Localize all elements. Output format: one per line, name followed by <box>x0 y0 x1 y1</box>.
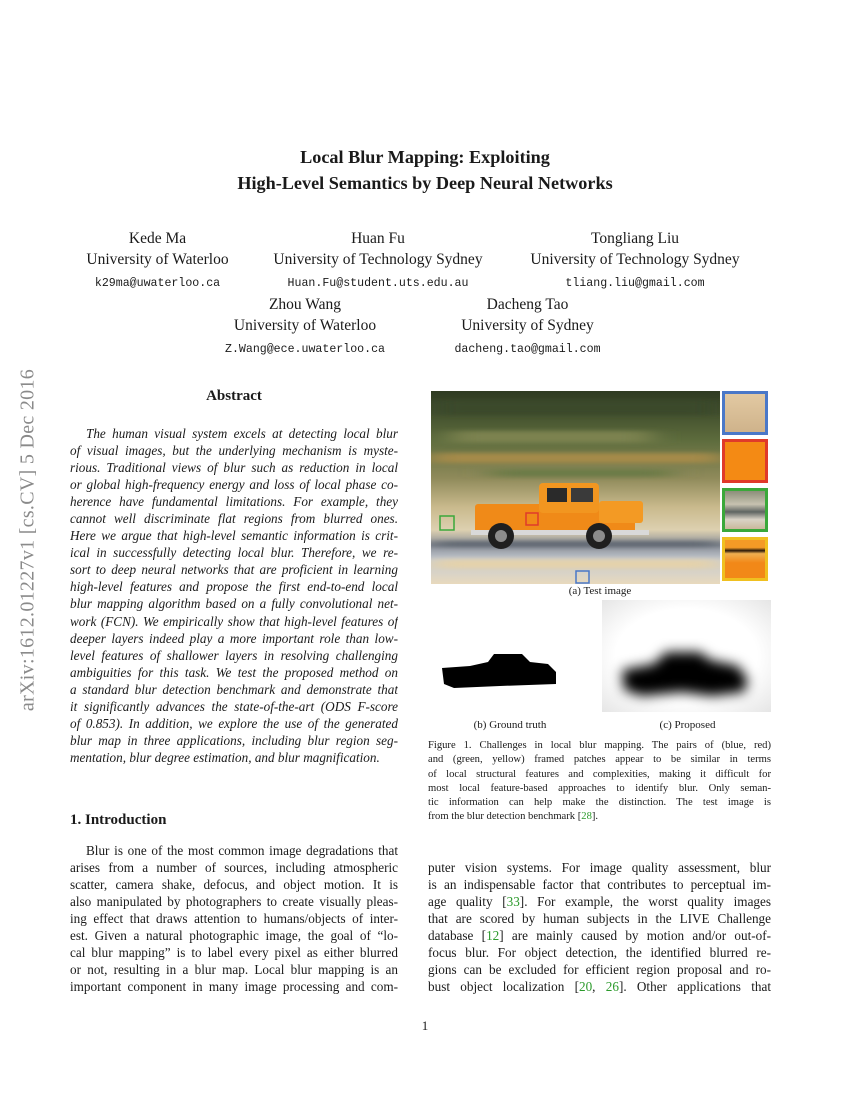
abstract-line: cannot well discriminate flat regions from blurred ones. <box>70 511 398 527</box>
caption-line: of local structural features and complexities, making it difficult for <box>428 768 771 780</box>
caption-text: ]. <box>591 811 599 823</box>
body-line <box>428 893 771 910</box>
citation-link[interactable]: 28 <box>581 811 592 823</box>
abstract-line: it significantly advances the state-of-the-art (ODS F-score <box>70 698 398 714</box>
abstract-body <box>70 425 398 766</box>
intro-line: ing effect that draws attention to humans/objects of inter- <box>70 911 398 927</box>
abstract-line: work (FCN). We empirically show that high-level features of <box>70 613 398 629</box>
author-name: Tongliang Liu <box>590 230 680 247</box>
intro-body <box>70 842 398 995</box>
caption-text: from the blur detection benchmark [ <box>428 811 582 823</box>
abstract-line: deeper layers indeed play a more important role than low- <box>70 630 398 646</box>
abstract-line: Here we argue that high-level semantic information is crit- <box>70 528 398 544</box>
abstract-line: of visual images, but the underlying mechanism is myste- <box>70 443 398 459</box>
abstract-line: blur mapping algorithm based on a fully convolutional net- <box>70 596 398 612</box>
abstract-heading: Abstract <box>206 388 262 404</box>
right-column-body <box>428 859 771 995</box>
body-line: that are scored by human subjects in the LIVE Challenge <box>428 911 771 927</box>
abstract-line: or global high-frequency energy and loss of local phase co- <box>70 477 398 493</box>
author-affiliation: University of Sydney <box>461 317 594 334</box>
author-block <box>215 294 395 360</box>
title-line-1: Local Blur Mapping: Exploiting <box>300 147 550 167</box>
abstract-line: mentation, blur degree estimation, and blur magnification. <box>70 749 380 765</box>
ground-truth-graphic <box>430 640 570 705</box>
intro-line: or not, resulting in a blur map. Local blur mapping is an <box>70 962 398 978</box>
intro-line: est. Given a natural photographic image, the goal of “lo- <box>70 928 398 944</box>
author-affiliation: University of Waterloo <box>86 251 229 268</box>
author-block <box>258 228 498 294</box>
body-text: age quality [ <box>428 894 507 910</box>
caption-line: and (green, yellow) framed patches appear to be similar in terms <box>428 754 771 766</box>
abstract-line: herence have fundamental limitations. For example, they <box>70 494 398 510</box>
author-name: Huan Fu <box>351 230 405 247</box>
intro-line: Blur is one of the most common image degradations that <box>86 843 398 858</box>
author-name: Dacheng Tao <box>486 296 569 313</box>
caption-line: most local feature-based approaches to identify blur. Only seman- <box>428 782 771 794</box>
subcaption-a: (a) Test image <box>568 585 632 597</box>
intro-line: also manipulated by photographers to create visually pleas- <box>70 894 398 910</box>
body-text: , <box>592 979 606 995</box>
abstract-line: high-level features and propose the first end-to-end local <box>70 579 398 595</box>
test-image <box>431 391 720 584</box>
author-affiliation: University of Technology Sydney <box>273 251 483 268</box>
abstract-line: ambiguities for this task. We test the proposed method on <box>70 664 398 680</box>
page-number: 1 <box>421 1018 429 1033</box>
intro-line: arises from a number of sources, including atmospheric <box>70 860 398 876</box>
body-line <box>428 978 771 995</box>
body-text: ] are mainly caused by motion and/or out-of- <box>499 928 771 944</box>
author-affiliation: University of Waterloo <box>233 317 377 334</box>
body-text: ]. Other applications that <box>618 979 771 995</box>
body-line: puter vision systems. For image quality assessment, blur <box>428 860 771 875</box>
red-framed-patch <box>722 439 768 483</box>
arxiv-stamp-text: arXiv:1612.01227v1 [cs.CV] 5 Dec 2016 <box>16 368 39 712</box>
ground-truth-map <box>430 640 570 705</box>
caption-line: tic information can help make the distinction. The test image is <box>428 797 771 809</box>
body-line: is an indispensable factor that contributes to perceptual im- <box>428 877 771 893</box>
author-email: dacheng.tao@gmail.com <box>454 343 601 356</box>
author-email: k29ma@uwaterloo.ca <box>94 277 221 290</box>
yellow-framed-patch <box>722 537 768 581</box>
citation-link[interactable]: 33 <box>506 894 520 910</box>
author-email: Huan.Fu@student.uts.edu.au <box>287 277 469 290</box>
author-block <box>440 294 615 360</box>
abstract-line: The human visual system excels at detecting local blur <box>86 426 398 441</box>
blue-framed-patch <box>722 391 768 435</box>
abstract-line: rious. Traditional views of blur such as reduction in local <box>70 460 398 476</box>
arxiv-stamp <box>2 300 54 780</box>
title-line-2: High-Level Semantics by Deep Neural Networks <box>237 173 613 193</box>
caption-line: Figure 1. Challenges in local blur mapping. The pairs of (blue, red) <box>428 740 771 751</box>
author-email: tliang.liu@gmail.com <box>565 277 705 290</box>
body-line: focus blur. For object detection, the identified blurred re- <box>428 945 771 961</box>
body-line: gions can be excluded for efficient region proposal and ro- <box>428 962 771 978</box>
abstract-line: sort to deep neural networks that are proficient in learning <box>70 562 398 578</box>
proposed-blur-map <box>602 600 771 712</box>
body-line <box>428 927 771 944</box>
body-text: bust object localization [ <box>428 979 579 995</box>
author-name: Kede Ma <box>128 230 187 247</box>
citation-link[interactable]: 26 <box>605 979 619 995</box>
author-name: Zhou Wang <box>268 296 342 313</box>
intro-line: scatter, camera shake, defocus, and object motion. It is <box>70 877 398 893</box>
intro-heading: 1. Introduction <box>70 812 167 828</box>
abstract-line: blur map in three applications, including blur region seg- <box>70 732 398 748</box>
test-image-graphic <box>431 391 720 584</box>
body-text: database [ <box>428 928 487 944</box>
green-framed-patch <box>722 488 768 532</box>
subcaption-c: (c) Proposed <box>659 719 716 731</box>
abstract-line: a standard blur detection benchmark and demonstrate that <box>70 681 398 697</box>
citation-link[interactable]: 20 <box>578 979 593 995</box>
abstract-line: of 0.853). In addition, we explore the use of the generated <box>70 715 398 731</box>
abstract-line: level features of shallower layers in resolving challenging <box>70 647 398 663</box>
abstract-line: ical in successfully detecting local blur. Therefore, we re- <box>70 545 398 561</box>
intro-line: important component in many image processing and com- <box>70 979 398 995</box>
figure-caption <box>428 739 771 825</box>
body-text: ]. For example, the worst quality images <box>519 894 771 910</box>
citation-link[interactable]: 12 <box>486 928 500 944</box>
caption-line <box>428 810 771 824</box>
author-email: Z.Wang@ece.uwaterloo.ca <box>224 343 386 356</box>
author-affiliation: University of Technology Sydney <box>530 251 740 268</box>
paper-title <box>0 144 850 196</box>
intro-line: cal blur mapping” is to label every pixel as either blurred <box>70 945 398 961</box>
author-block <box>515 228 755 294</box>
author-block <box>75 228 240 294</box>
subcaption-b: (b) Ground truth <box>473 719 547 731</box>
proposed-map-graphic <box>602 600 771 712</box>
